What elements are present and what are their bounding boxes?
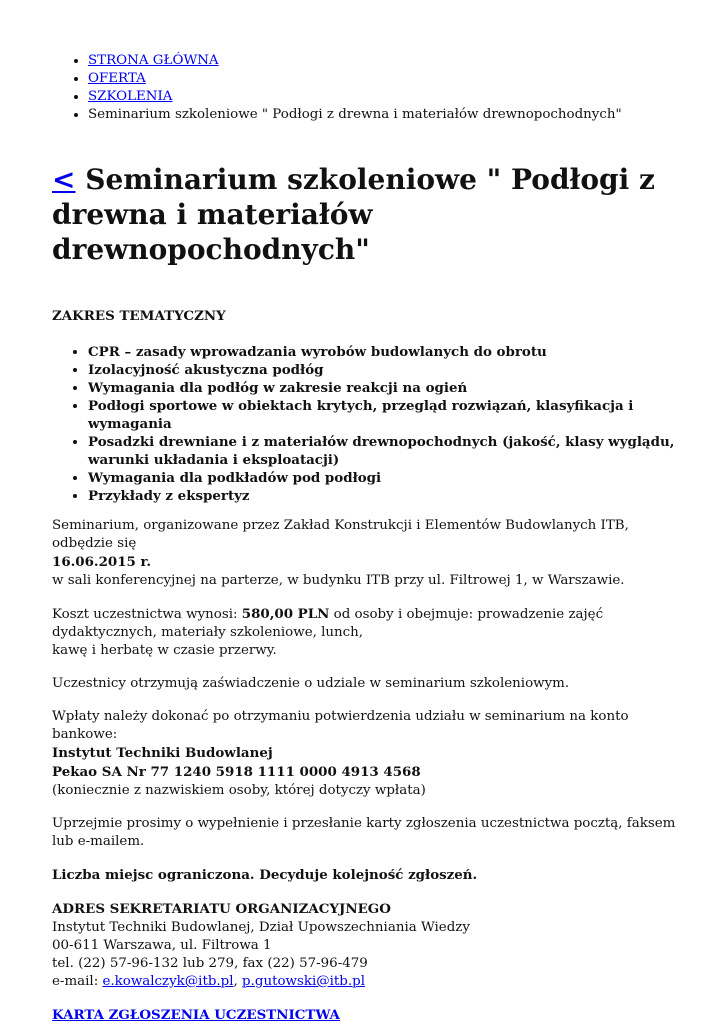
topic-item: • CPR – zasady wprowadzania wyrobów budowlanych do obrotu — [88, 343, 689, 361]
scope-heading: ZAKRES TEMATYCZNY — [52, 308, 226, 324]
breadcrumb-item-offer — [88, 70, 689, 88]
certificate-paragraph: Uczestnicy otrzymują zaświadczenie o udziale w seminarium szkoleniowym. — [52, 676, 570, 691]
address-paragraph — [52, 900, 689, 991]
intro-text: Seminarium, organizowane przez Zakład Konstrukcji i Elementów Budowlanych ITB, odbędzie się — [52, 518, 629, 551]
topics-list — [52, 343, 689, 505]
email-separator: , — [233, 974, 243, 989]
address-heading: ADRES SEKRETARIATU ORGANIZACYJNEGO — [52, 901, 391, 917]
address-phone: tel. (22) 57-96-132 lub 279, fax (22) 57-96-479 — [52, 956, 368, 971]
form-link-paragraph — [52, 1006, 689, 1025]
cost-prefix: Koszt uczestnictwa wynosi: — [52, 607, 242, 622]
topic-item: • Posadzki drewniane i z materiałów drewnopochodnych (jakość, klasy wyglądu, warunki układania i eksploatacji) — [88, 433, 689, 469]
page-title-text: Seminarium szkoleniowe " Podłogi z drewna i materiałów drewnopochodnych" — [52, 163, 655, 266]
breadcrumb — [52, 52, 689, 124]
cost-paragraph — [52, 605, 689, 660]
limited-notice: Liczba miejsc ograniczona. Decyduje kolejność zgłoszeń. — [52, 867, 478, 883]
breadcrumb-link-trainings[interactable]: SZKOLENIA — [88, 89, 173, 104]
request-paragraph: Uprzejmie prosimy o wypełnienie i przesłanie karty zgłoszenia uczestnictwa pocztą, faksem lub e-mailem. — [52, 816, 676, 849]
email-label: e-mail: — [52, 974, 103, 989]
payment-paragraph — [52, 708, 689, 800]
address-line: Instytut Techniki Budowlanej, Dział Upowszechniania Wiedzy — [52, 920, 470, 935]
intro-paragraph — [52, 517, 689, 590]
breadcrumb-item-trainings — [88, 88, 689, 106]
limited-paragraph — [52, 866, 689, 885]
cost-amount: 580,00 PLN — [241, 606, 330, 622]
topic-item: • Wymagania dla podkładów pod podłogi — [88, 469, 689, 487]
registration-form-label: KARTA ZGŁOSZENIA UCZESTNICTWA — [52, 1007, 340, 1023]
registration-form-link[interactable] — [52, 1008, 340, 1023]
breadcrumb-link-home[interactable]: STRONA GŁÓWNA — [88, 53, 219, 68]
address-line: 00-611 Warszawa, ul. Filtrowa 1 — [52, 938, 272, 953]
email-link-gutowski[interactable]: p.gutowski@itb.pl — [242, 974, 365, 989]
payment-text: Wpłaty należy dokonać po otrzymaniu potwierdzenia udziału w seminarium na konto bankowe: — [52, 709, 629, 742]
breadcrumb-item-home — [88, 52, 689, 70]
cost-line2: kawę i herbatę w czasie przerwy. — [52, 643, 277, 658]
email-link-kowalczyk[interactable]: e.kowalczyk@itb.pl — [102, 974, 234, 989]
breadcrumb-link-offer[interactable]: OFERTA — [88, 71, 146, 86]
topic-item: • Podłogi sportowe w obiektach krytych, przegląd rozwiązań, klasyfikacja i wymagania — [88, 397, 689, 433]
topic-item: • Izolacyjność akustyczna podłóg — [88, 361, 689, 379]
breadcrumb-item-current: • Seminarium szkoleniowe " Podłogi z drewna i materiałów drewnopochodnych" — [88, 106, 689, 124]
cost-suffix: od osoby i obejmuje: prowadzenie zajęć dydaktycznych, materiały szkoleniowe, lunch, — [52, 607, 604, 640]
page-title — [52, 162, 689, 267]
intro-location: w sali konferencyjnej na parterze, w budynku ITB przy ul. Filtrowej 1, w Warszawie. — [52, 573, 625, 588]
topic-item: • Wymagania dla podłóg w zakresie reakcji na ogień — [88, 379, 689, 397]
payment-institute: Instytut Techniki Budowlanej — [52, 745, 273, 761]
seminar-date: 16.06.2015 r. — [52, 554, 152, 570]
bank-account: Pekao SA Nr 77 1240 5918 1111 0000 4913 4568 — [52, 764, 421, 780]
payment-note: (koniecznie z nazwiskiem osoby, której dotyczy wpłata) — [52, 783, 426, 798]
topic-item: • Przykłady z ekspertyz — [88, 487, 689, 505]
back-link[interactable]: < — [52, 163, 76, 196]
